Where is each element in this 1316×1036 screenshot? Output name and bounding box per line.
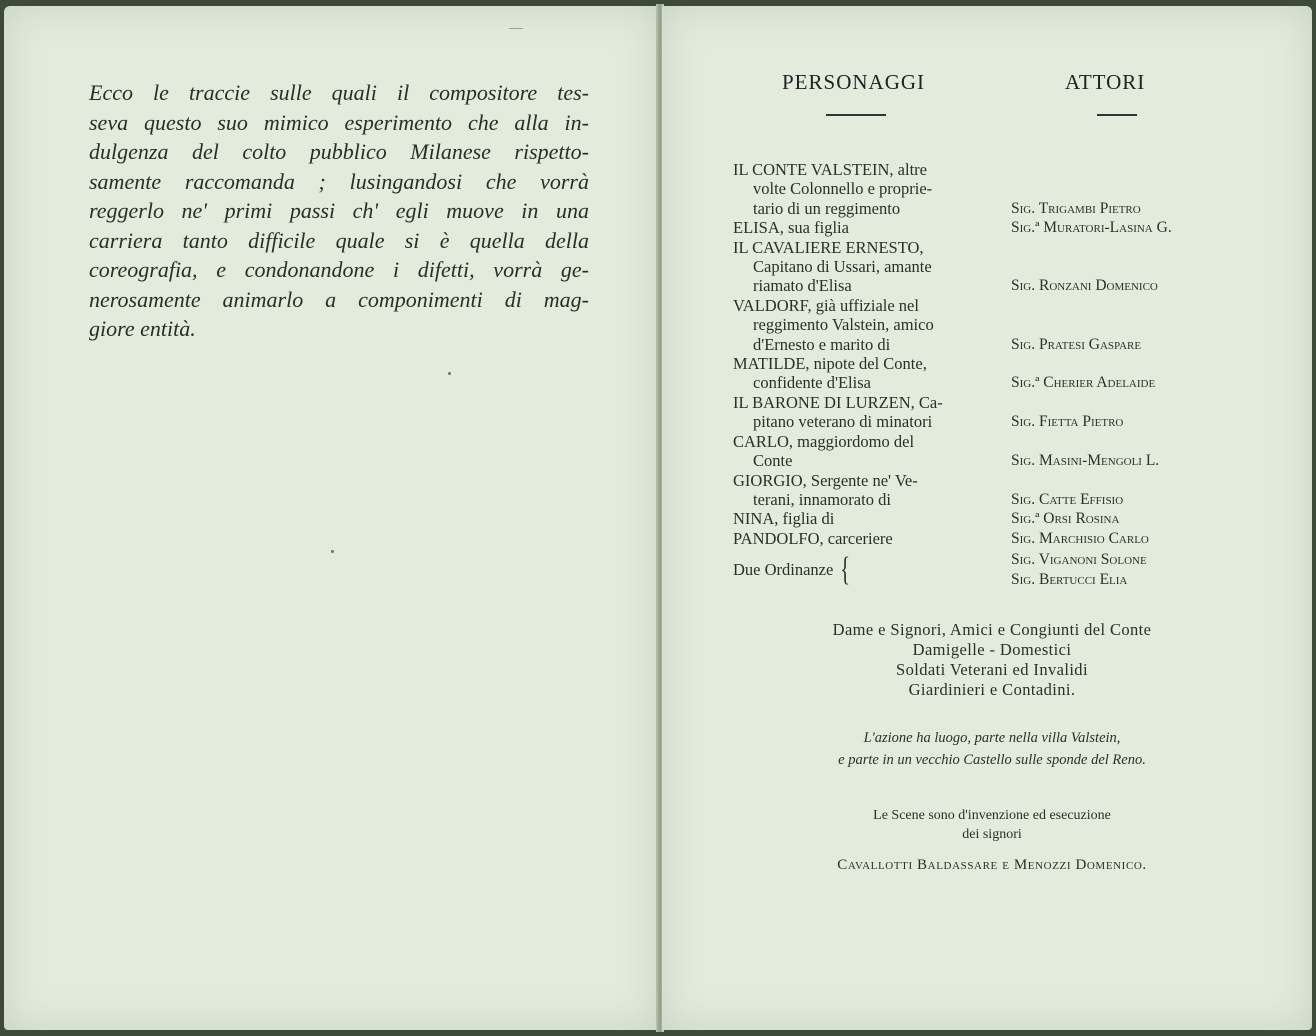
actor-name: Sig. Trigambi Pietro	[1011, 199, 1141, 217]
role-line: terani, innamorato di	[753, 489, 891, 509]
cast-row	[733, 432, 1293, 471]
role-line: CARLO, maggiordomo del	[733, 431, 915, 451]
setting-note	[735, 727, 1249, 771]
intro-line: reggerlo ne' primi passi ch' egli muove in una	[89, 198, 589, 223]
actor-name: Sig.ª Muratori-Lasina G.	[1011, 219, 1172, 237]
role-line: PANDOLFO, carceriere	[733, 528, 893, 548]
intro-line: samente raccomanda ; lusingandosi che vorrà	[89, 168, 589, 194]
cast-row	[733, 160, 1293, 218]
setting-line: L'azione ha luogo, parte nella villa Valstein,	[863, 730, 1121, 746]
role-line: ELISA, sua figlia	[733, 218, 849, 238]
role-line: volte Colonnello e proprie-	[753, 179, 933, 199]
role-description	[733, 160, 1011, 218]
role-line: pitano veterano di minatori	[753, 412, 933, 432]
brace-mark: {	[840, 550, 851, 588]
intro-line: Ecco le traccie sulle quali il compositore tes-	[89, 80, 589, 105]
intro-line: carriera tanto difficile quale si è quella della	[89, 227, 589, 253]
cast-row	[733, 238, 1293, 296]
cast-list	[733, 160, 1293, 589]
role-line: IL CAVALIERE ERNESTO,	[733, 237, 924, 257]
scene-credits	[735, 806, 1249, 875]
actor-name: Sig. Fietta Pietro	[1011, 413, 1124, 431]
role-line: confidente d'Elisa	[753, 373, 871, 393]
role-description	[733, 550, 1011, 588]
actor-name: Sig. Bertucci Elia	[1011, 570, 1128, 588]
role-line: NINA, figlia di	[733, 509, 835, 529]
role-description	[733, 509, 1011, 528]
role-line: IL CONTE VALSTEIN, altre	[733, 160, 927, 179]
actor-name: Sig. Catte Effisio	[1011, 490, 1124, 508]
intro-line: seva questo suo mimico esperimento che alla in-	[89, 109, 589, 135]
scene-designers: Cavallotti Baldassare e Menozzi Domenico.	[837, 857, 1147, 873]
paper-speck	[448, 372, 451, 375]
role-line: IL BARONE DI LURZEN, Ca-	[733, 392, 943, 412]
role-line: d'Ernesto e marito di	[753, 334, 891, 354]
role-description	[733, 529, 1011, 548]
actor-name: Sig. Masini-Mengoli L.	[1011, 452, 1160, 470]
scene-line: Le Scene sono d'invenzione ed esecuzione	[873, 808, 1111, 823]
intro-paragraph	[89, 78, 589, 344]
intro-line: coreografia, e condonandone i difetti, vorrà ge-	[89, 257, 589, 282]
role-description	[733, 238, 1011, 296]
actor-name: Sig.ª Cherier Adelaide	[1011, 374, 1156, 392]
cast-row	[733, 529, 1293, 548]
role-line: Capitano di Ussari, amante	[753, 257, 932, 277]
cast-row	[733, 393, 1293, 432]
extras-line: Soldati Veterani ed Invalidi	[896, 660, 1088, 679]
setting-line: e parte in un vecchio Castello sulle sponde del Reno.	[838, 752, 1146, 768]
intro-line: giore entità.	[89, 316, 196, 341]
role-line: reggimento Valstein, amico	[753, 315, 934, 335]
paper-speck	[331, 550, 334, 553]
cast-row	[733, 471, 1293, 510]
left-page	[4, 6, 658, 1030]
role-line: Due Ordinanze	[733, 559, 834, 579]
cast-row	[733, 218, 1293, 237]
role-line: VALDORF, già uffiziale nel	[733, 295, 919, 315]
extras-line: Damigelle - Domestici	[912, 640, 1072, 659]
attori-heading: ATTORI	[1065, 70, 1146, 94]
scene-line: dei signori	[962, 827, 1022, 842]
heading-rule	[826, 114, 886, 116]
actor-name: Sig. Pratesi Gaspare	[1011, 335, 1142, 353]
role-description	[733, 296, 1011, 354]
extras-list	[735, 620, 1249, 700]
heading-rule	[1097, 114, 1137, 116]
intro-line: nerosamente animarlo a componimenti di mag-	[89, 286, 589, 312]
personaggi-heading: PERSONAGGI	[782, 70, 926, 94]
actor-name: Sig.ª Orsi Rosina	[1011, 510, 1120, 528]
role-description	[733, 432, 1011, 471]
ordinanze-row	[733, 550, 1293, 589]
ordinanze-actors	[1011, 550, 1147, 589]
role-description	[733, 218, 1011, 237]
extras-line: Dame e Signori, Amici e Congiunti del Conte	[832, 620, 1152, 639]
cast-row	[733, 509, 1293, 528]
role-line: Conte	[753, 451, 793, 471]
cast-row	[733, 354, 1293, 393]
actor-name: Sig. Marchisio Carlo	[1011, 529, 1149, 547]
extras-line: Giardinieri e Contadini.	[908, 680, 1076, 699]
cast-row	[733, 296, 1293, 354]
role-line: MATILDE, nipote del Conte,	[733, 354, 927, 374]
role-line: GIORGIO, Sergente ne' Ve-	[733, 470, 918, 490]
role-line: tario di un reggimento	[753, 198, 901, 218]
actor-name: Sig. Ronzani Domenico	[1011, 277, 1158, 295]
role-description	[733, 471, 1011, 510]
page-mark	[509, 28, 523, 29]
role-description	[733, 354, 1011, 393]
role-line: riamato d'Elisa	[753, 276, 852, 296]
intro-line: dulgenza del colto pubblico Milanese rispetto-	[89, 139, 589, 164]
role-description	[733, 393, 1011, 432]
actor-name: Sig. Viganoni Solone	[1011, 551, 1147, 569]
